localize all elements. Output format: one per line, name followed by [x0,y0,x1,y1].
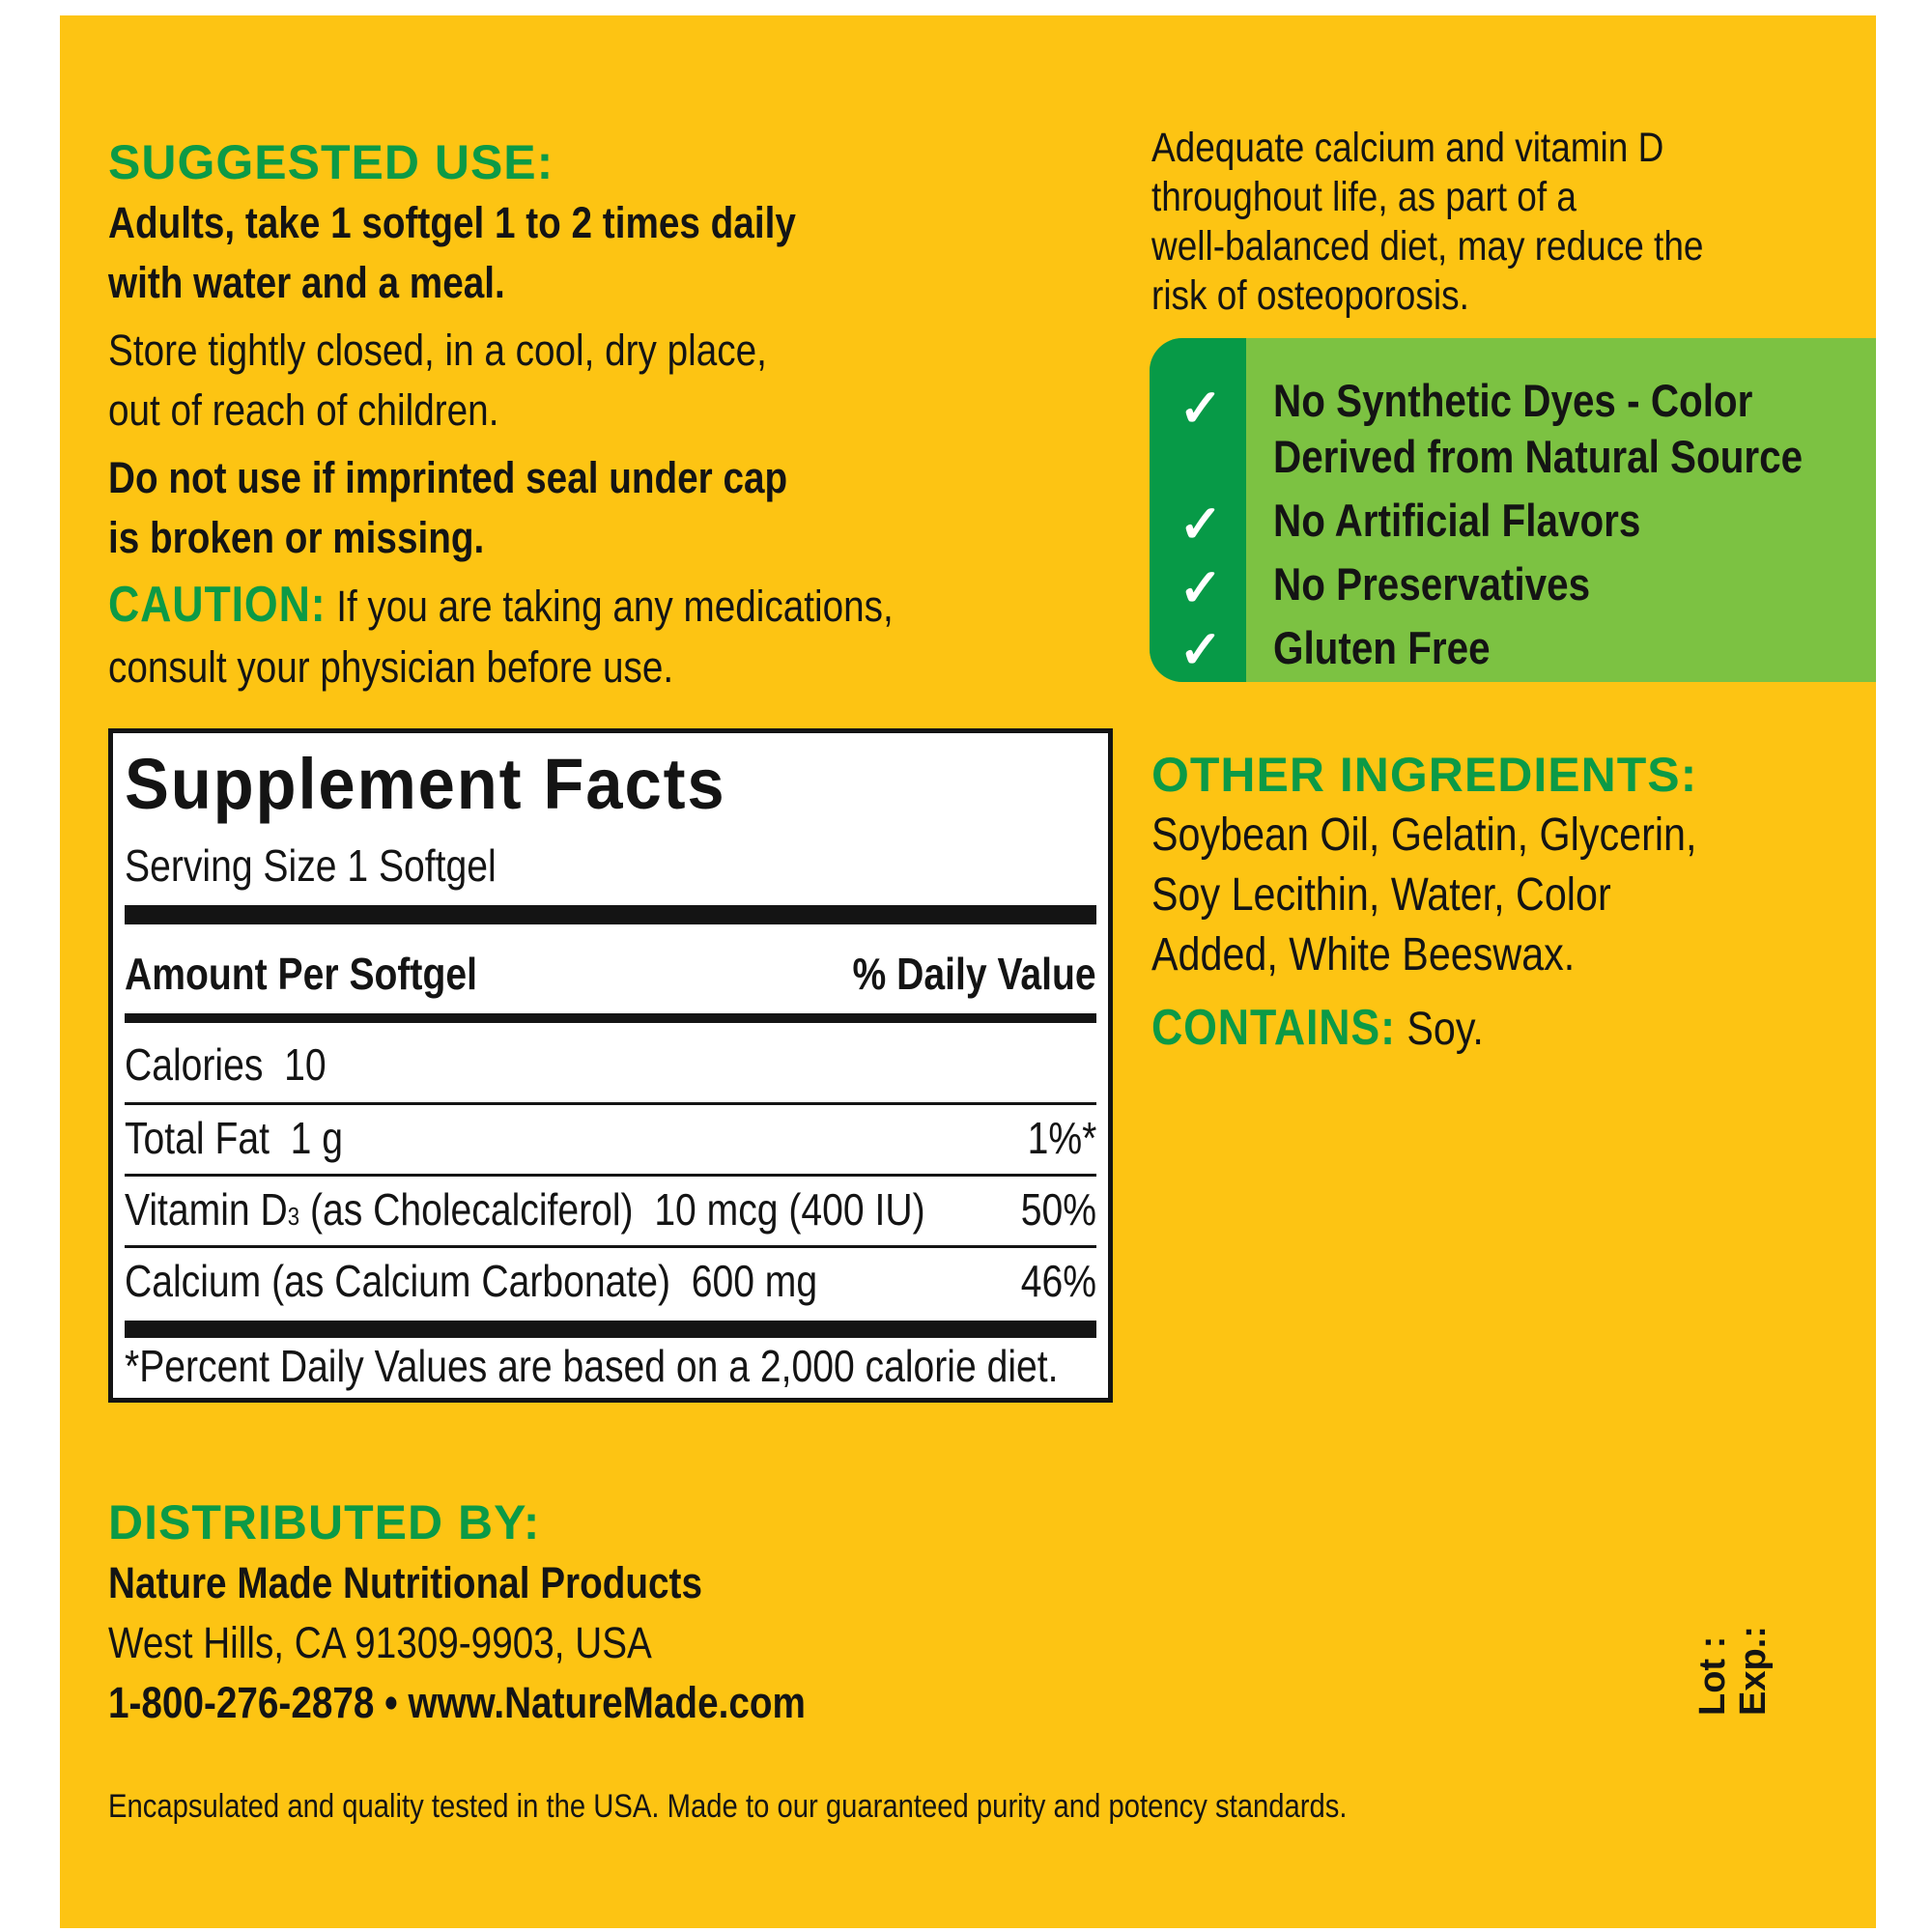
check-icon: ✓ [1179,496,1223,554]
caution-label: CAUTION: [108,577,327,633]
suggested-use-heading: SUGGESTED USE: [108,135,554,189]
supplement-facts-panel [108,728,1113,1403]
facts-header-row [125,946,1096,1002]
health-claim-line-3: well-balanced diet, may reduce the [1151,223,1704,270]
daily-value-header: % Daily Value [852,949,1096,999]
nutrient-amount: 10 [284,1039,327,1090]
nutrient-amount: 10 mcg (400 IU) [654,1184,925,1235]
serving-size: Serving Size 1 Softgel [125,840,497,891]
amount-per-serving-header: Amount Per Softgel [125,949,477,999]
claim-no-preservatives: No Preservatives [1273,558,1591,610]
thick-divider [125,1321,1096,1338]
facts-footnote: *Percent Daily Values are based on a 2,000 calorie diet. [125,1341,1059,1391]
nutrient-dv: 46% [1020,1256,1096,1306]
storage-line-2: out of reach of children. [108,385,499,435]
claim-gluten-free: Gluten Free [1273,622,1491,673]
nutrient-name: Calcium (as Calcium Carbonate) [125,1256,670,1306]
check-icon: ✓ [1179,380,1223,438]
ingredients-line-2: Soy Lecithin, Water, Color [1151,869,1611,921]
facts-row-calories [125,1037,1096,1093]
directions-line-1: Adults, take 1 softgel 1 to 2 times daily [108,198,796,247]
nutrient-dv: 1%* [1027,1113,1096,1163]
nutrient-amount: 600 mg [691,1256,818,1306]
check-icon: ✓ [1179,621,1223,679]
directions-line-2: with water and a meal. [108,258,505,307]
quality-footer: Encapsulated and quality tested in the USA. Made to our guaranteed purity and potency standards. [108,1788,1348,1825]
exp-label: Exp.: [1733,1626,1774,1716]
health-claim-line-2: throughout life, as part of a [1151,174,1577,220]
claim-no-synthetic-dyes: No Synthetic Dyes - Color [1273,375,1753,426]
caution-text: If you are taking any medications, [336,582,894,631]
nutrient-source: (as Cholecalciferol) [309,1184,634,1235]
thin-divider [125,1245,1096,1248]
storage-line-1: Store tightly closed, in a cool, dry place, [108,326,767,375]
thin-divider [125,1174,1096,1177]
facts-row-calcium [125,1253,1096,1309]
claim-no-artificial-flavors: No Artificial Flavors [1273,495,1641,546]
facts-row-total-fat [125,1110,1096,1166]
lot-exp-block [1692,1522,1789,1716]
seal-warning-line-1: Do not use if imprinted seal under cap [108,453,788,502]
free-from-badge [1150,338,1876,682]
distributor-company: Nature Made Nutritional Products [108,1558,702,1607]
facts-title: Supplement Facts [125,744,726,824]
claim-natural-source: Derived from Natural Source [1273,431,1804,482]
medium-divider [125,1013,1096,1023]
ingredients-line-3: Added, White Beeswax. [1151,929,1576,980]
thin-divider [125,1102,1096,1105]
health-claim-line-1: Adequate calcium and vitamin D [1151,125,1664,171]
distributed-by-heading: DISTRIBUTED BY: [108,1495,541,1549]
caution-line-1 [108,576,894,637]
contains-line [1151,999,1484,1060]
ingredients-line-1: Soybean Oil, Gelatin, Glycerin, [1151,810,1697,861]
lot-label: Lot : [1692,1635,1733,1716]
nutrient-name: Total Fat [125,1113,270,1163]
distributor-contact: 1-800-276-2878 • www.NatureMade.com [108,1678,806,1727]
nutrient-dv: 50% [1020,1184,1096,1235]
product-label [60,15,1876,1928]
check-icon: ✓ [1179,559,1223,617]
nutrient-subscript: 3 [287,1202,300,1231]
contains-label: CONTAINS: [1151,1000,1396,1056]
nutrient-name: Vitamin D [125,1184,288,1235]
thick-divider [125,905,1096,924]
allergen-value: Soy. [1406,1004,1484,1055]
facts-row-vitamin-d3 [125,1181,1096,1237]
distributor-address: West Hills, CA 91309-9903, USA [108,1618,652,1667]
seal-warning-line-2: is broken or missing. [108,513,485,562]
other-ingredients-heading: OTHER INGREDIENTS: [1151,748,1698,802]
health-claim-line-4: risk of osteoporosis. [1151,272,1469,319]
nutrient-amount: 1 g [290,1113,344,1163]
nutrient-name: Calories [125,1039,264,1090]
caution-line-2: consult your physician before use. [108,642,674,692]
